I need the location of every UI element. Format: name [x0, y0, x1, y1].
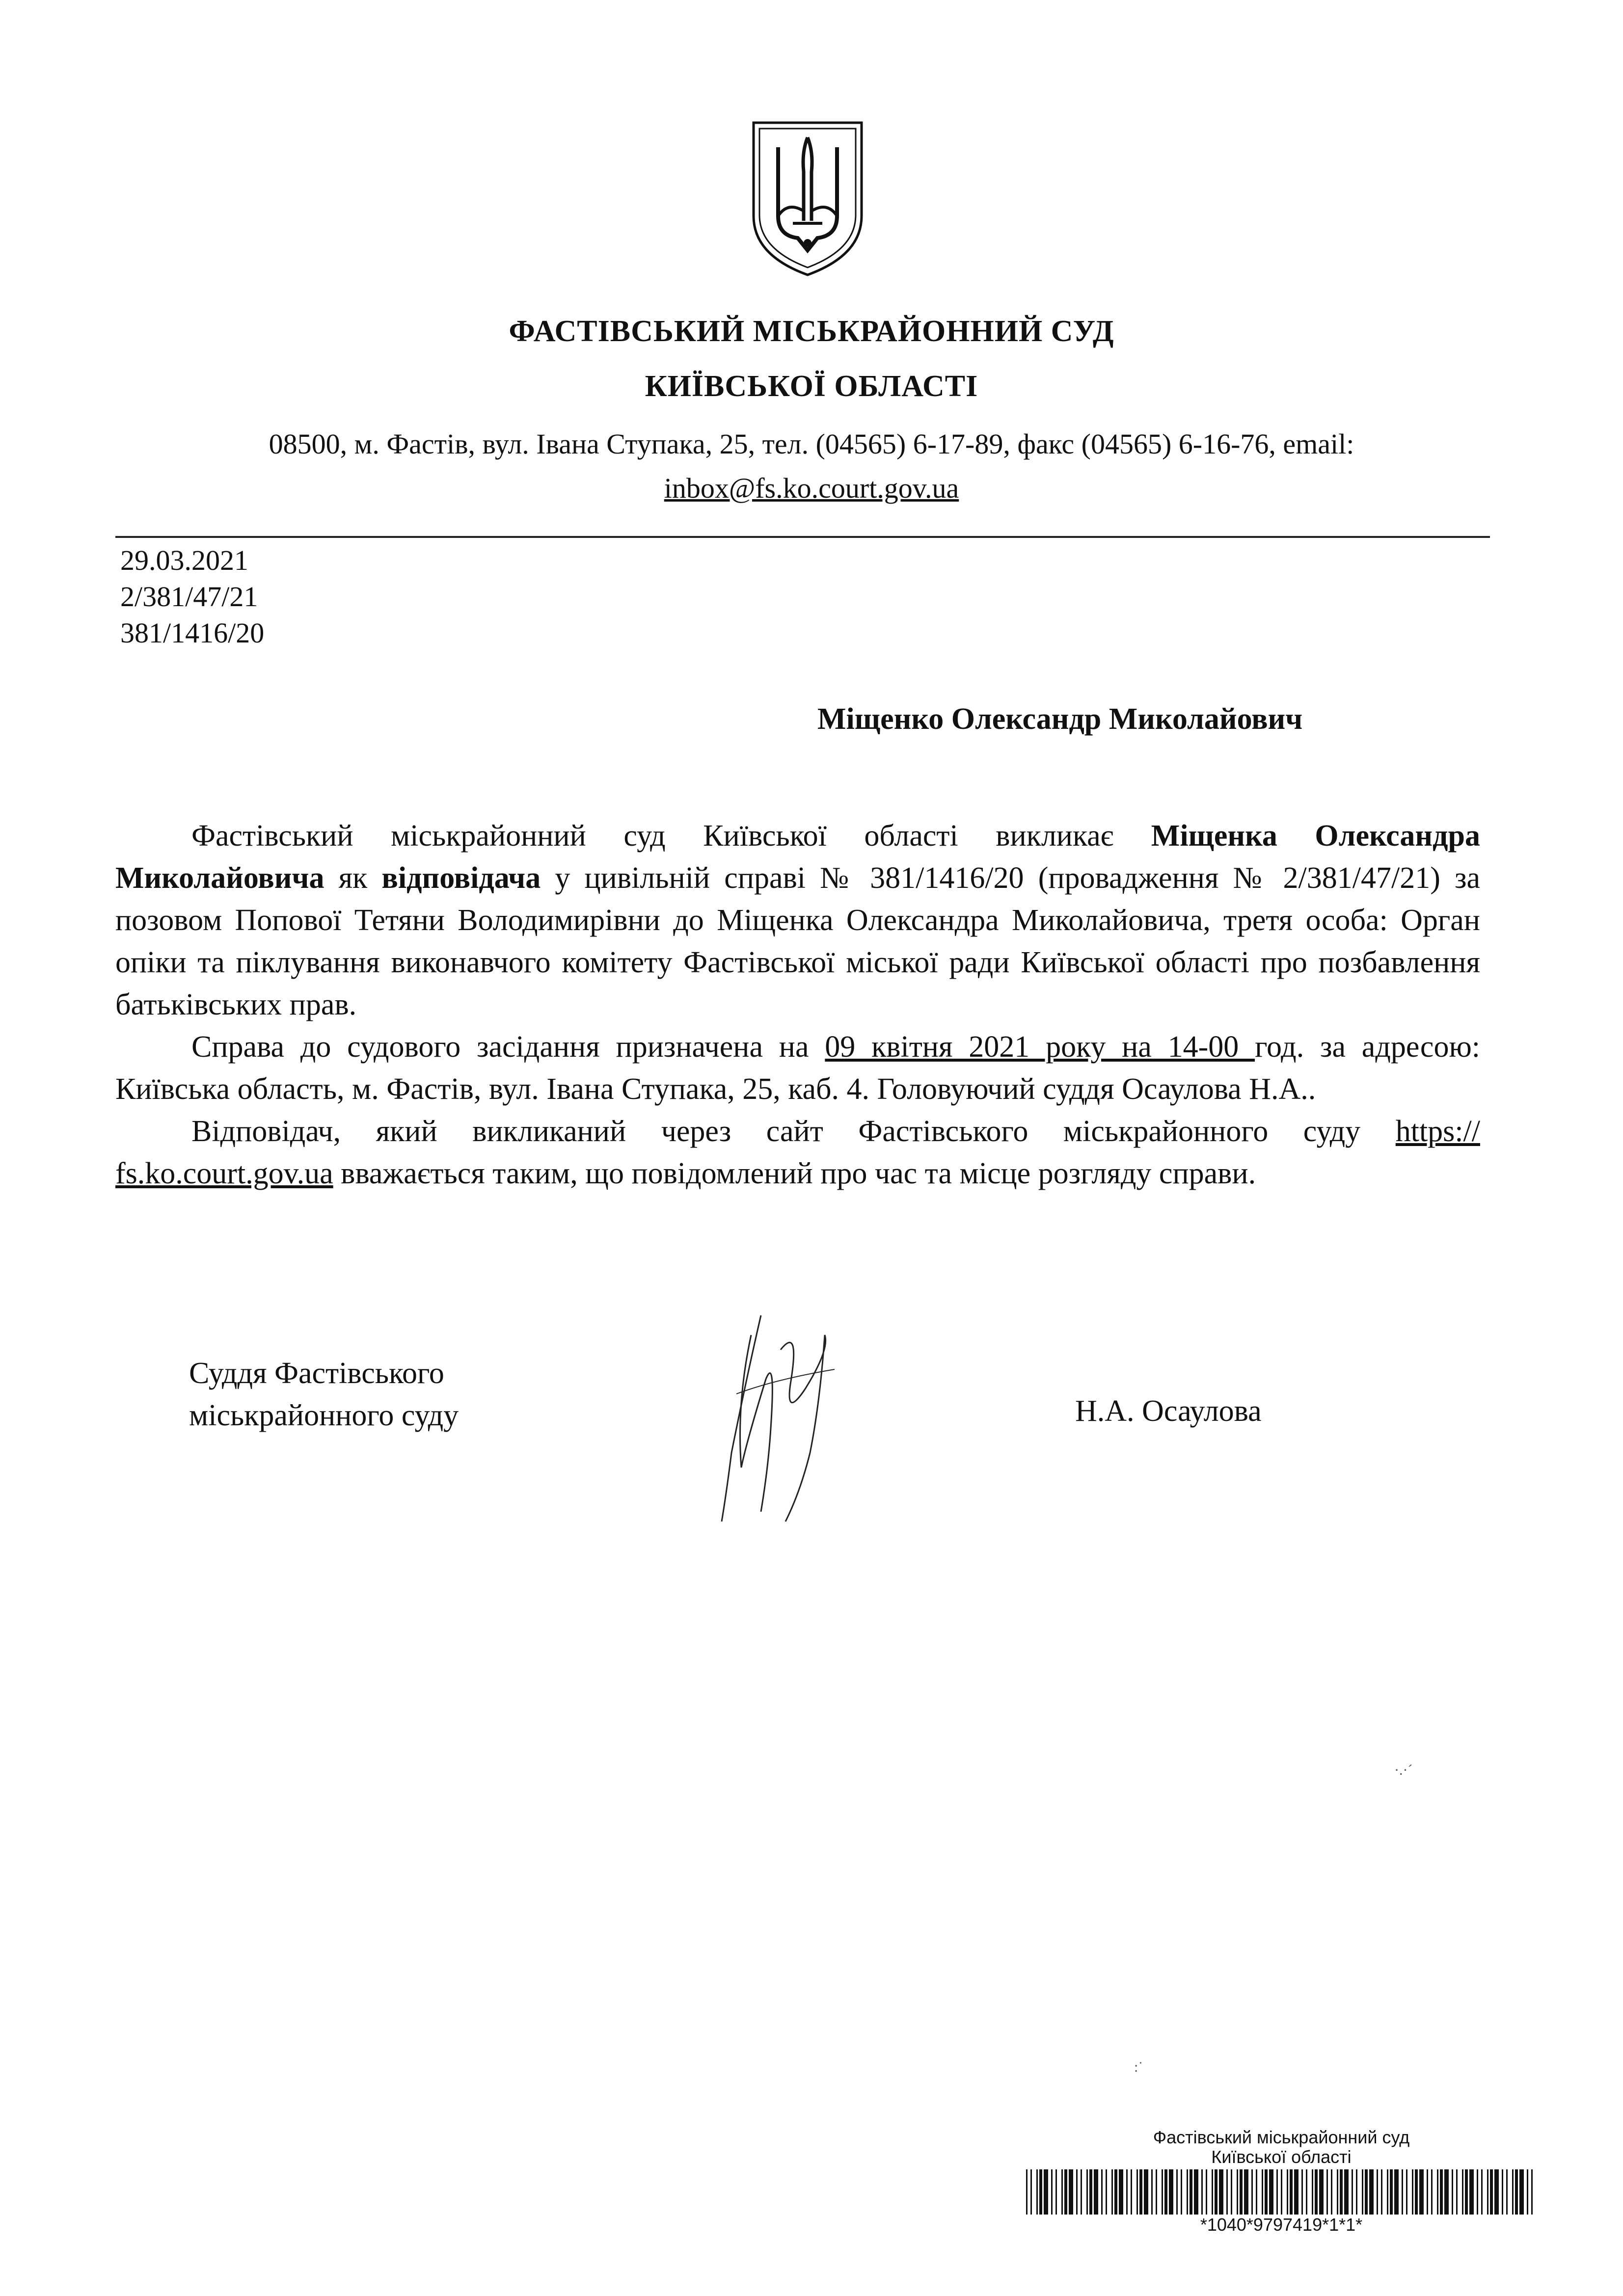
barcode-bar [1369, 2169, 1374, 2215]
barcode-bar [1226, 2169, 1228, 2215]
header-divider [115, 536, 1490, 538]
barcode-bar [1306, 2169, 1307, 2215]
barcode-bar [1427, 2169, 1428, 2215]
barcode-bar [1477, 2169, 1478, 2215]
barcode-bar [1114, 2169, 1117, 2215]
barcode-bar [1076, 2169, 1078, 2215]
barcode-bar [1437, 2169, 1438, 2215]
barcode-bar [1164, 2169, 1167, 2215]
footer-org-line2: Київської області [1211, 2147, 1352, 2167]
barcode [1026, 2169, 1537, 2215]
barcode-bar [1462, 2169, 1463, 2215]
barcode-bar [1156, 2169, 1157, 2215]
barcode-bar [1055, 2169, 1057, 2215]
barcode-bar [1126, 2169, 1128, 2215]
court-website-link[interactable]: https:// fs.ko.court.gov.ua [115, 1115, 1480, 1190]
barcode-bar [1215, 2169, 1217, 2215]
barcode-number: *1040*9797419*1*1* [1200, 2215, 1363, 2235]
barcode-bar [1415, 2169, 1418, 2215]
barcode-bar [1344, 2169, 1349, 2215]
barcode-bar [1315, 2169, 1318, 2215]
judge-name: Н.А. Осаулова [1075, 1394, 1262, 1428]
email-link[interactable]: inbox@fs.ko.court.gov.ua [664, 472, 959, 504]
barcode-bar [1487, 2169, 1488, 2215]
summons-paragraph-3: Відповідач, який викликаний через сайт Фастівського міськрайонного суду https:// fs.ko.court.gov.ua вважається таким, що повідомлений про час та місце розгляду справи. [115, 1115, 1480, 1190]
barcode-bar [1294, 2169, 1298, 2215]
defendant-role: відповідача [381, 861, 541, 895]
barcode-bar [1494, 2169, 1499, 2215]
barcode-bar [1194, 2169, 1198, 2215]
barcode-bar [1026, 2169, 1028, 2215]
barcode-bar [1219, 2169, 1223, 2215]
barcode-bar [1337, 2169, 1338, 2215]
barcode-bar [1519, 2169, 1524, 2215]
barcode-bar [1176, 2169, 1178, 2215]
barcode-bar [1502, 2169, 1503, 2215]
barcode-bar [1237, 2169, 1238, 2215]
barcode-bar [1531, 2169, 1533, 2215]
footer-org-line1: Фастівський міськрайонний суд [1153, 2127, 1410, 2147]
barcode-bar [1094, 2169, 1098, 2215]
handwritten-signature [687, 1306, 874, 1536]
document-date: 29.03.2021 [120, 544, 248, 576]
barcode-bar [1326, 2169, 1328, 2215]
barcode-bar [1240, 2169, 1243, 2215]
barcode-bar [1276, 2169, 1278, 2215]
barcode-bar [1340, 2169, 1343, 2215]
barcode-bar [1431, 2169, 1433, 2215]
court-name-line2: КИЇВСЬКОЇ ОБЛАСТІ [645, 370, 978, 403]
barcode-bar [1206, 2169, 1207, 2215]
barcode-bar [1064, 2169, 1067, 2215]
summons-paragraph-2: Справа до судового засідання призначена на 09 квітня 2021 року на 14-00 год. за адресою: Київська область, м. Фастів, вул. Івана Ступака, 25, каб. 4. Головуючий суддя Осаулова Н.А.. [115, 1030, 1480, 1106]
barcode-bar [1527, 2169, 1528, 2215]
barcode-bar [1381, 2169, 1382, 2215]
barcode-bar [1201, 2169, 1203, 2215]
barcode-bar [1181, 2169, 1182, 2215]
barcode-bar [1456, 2169, 1458, 2215]
barcode-bar [1151, 2169, 1153, 2215]
barcode-bar [1044, 2169, 1048, 2215]
barcode-bar [1262, 2169, 1263, 2215]
proceeding-number: 2/381/47/21 [120, 581, 258, 613]
barcode-bar [1136, 2169, 1138, 2215]
barcode-bar [1402, 2169, 1403, 2215]
barcode-bar [1406, 2169, 1407, 2215]
barcode-bar [1039, 2169, 1042, 2215]
barcode-bar [1081, 2169, 1082, 2215]
barcode-bar [1365, 2169, 1368, 2215]
barcode-bar [1231, 2169, 1232, 2215]
barcode-bar [1444, 2169, 1449, 2215]
barcode-bar [1106, 2169, 1107, 2215]
barcode-bar [1256, 2169, 1257, 2215]
barcode-bar [1281, 2169, 1282, 2215]
barcode-bar [1290, 2169, 1293, 2215]
barcode-bar [1212, 2169, 1213, 2215]
barcode-bar [1515, 2169, 1518, 2215]
summons-body [115, 815, 1480, 1195]
coat-of-arms-emblem [749, 118, 866, 280]
barcode-bar [1452, 2169, 1453, 2215]
scan-artifact: :˙ [1134, 2059, 1143, 2075]
barcode-bar [1287, 2169, 1288, 2215]
defendant-name: Міщенка Олександра Миколайовича [115, 819, 1480, 895]
barcode-bar [1269, 2169, 1273, 2215]
barcode-bar [1312, 2169, 1313, 2215]
address-line: 08500, м. Фастів, вул. Івана Ступака, 25, тел. (04565) 6-17-89, факс (04565) 6-16-76, email: [269, 428, 1354, 460]
court-name-line1: ФАСТІВСЬКИЙ МІСЬКРАЙОННИЙ СУД [509, 315, 1114, 348]
barcode-bar [1390, 2169, 1393, 2215]
barcode-bar [1111, 2169, 1113, 2215]
barcode-bar [1440, 2169, 1443, 2215]
barcode-bar [1362, 2169, 1363, 2215]
barcode-bar [1319, 2169, 1324, 2215]
barcode-bar [1481, 2169, 1483, 2215]
barcode-bar [1190, 2169, 1192, 2215]
barcode-bar [1162, 2169, 1163, 2215]
barcode-bar [1036, 2169, 1038, 2215]
barcode-bar [1506, 2169, 1508, 2215]
barcode-bar [1387, 2169, 1388, 2215]
barcode-bar [1394, 2169, 1399, 2215]
barcode-bar [1352, 2169, 1353, 2215]
barcode-bar [1144, 2169, 1148, 2215]
barcode-bar [1187, 2169, 1188, 2215]
barcode-bar [1131, 2169, 1132, 2215]
barcode-bar [1069, 2169, 1073, 2215]
barcode-bar [1089, 2169, 1092, 2215]
barcode-bar [1465, 2169, 1468, 2215]
document-references [120, 542, 264, 651]
barcode-bar [1061, 2169, 1063, 2215]
barcode-bar [1030, 2169, 1032, 2215]
barcode-bar [1469, 2169, 1474, 2215]
hearing-datetime: 09 квітня 2021 року на 14-00 [825, 1030, 1255, 1064]
barcode-bar [1244, 2169, 1248, 2215]
barcode-bar [1119, 2169, 1123, 2215]
barcode-bar [1265, 2169, 1268, 2215]
summons-paragraph-1: Фастівський міськрайонний суд Київської області викликає Міщенка Олександра Миколайовича як відповідача у цивільній справі № 381/1416/20 (провадження № 2/381/47/21) за позовом Попової Тетяни Володимирівни до Міщенка Олександра Миколайовича, третя особа: Орган опіки та піклування виконавчого комітету Фастівської міської ради Київської області про позбавлення батьківських прав. [115, 819, 1481, 1021]
barcode-bar [1419, 2169, 1424, 2215]
barcode-bar [1101, 2169, 1103, 2215]
barcode-bar [1356, 2169, 1357, 2215]
scan-artifact: ·.·´ [1394, 1762, 1413, 1778]
barcode-bar [1490, 2169, 1493, 2215]
court-address [0, 422, 1623, 510]
barcode-bar [1331, 2169, 1332, 2215]
case-number: 381/1416/20 [120, 617, 265, 649]
barcode-bar [1412, 2169, 1413, 2215]
judge-title: Суддя Фастівського міськрайонного суду [189, 1357, 459, 1432]
barcode-bar [1139, 2169, 1142, 2215]
barcode-bar [1512, 2169, 1514, 2215]
barcode-bar [1086, 2169, 1088, 2215]
barcode-bar [1051, 2169, 1053, 2215]
recipient-name: Міщенко Олександр Миколайович [817, 702, 1303, 736]
barcode-bar [1377, 2169, 1378, 2215]
barcode-bar [1169, 2169, 1173, 2215]
barcode-bar [1301, 2169, 1303, 2215]
barcode-bar [1251, 2169, 1253, 2215]
